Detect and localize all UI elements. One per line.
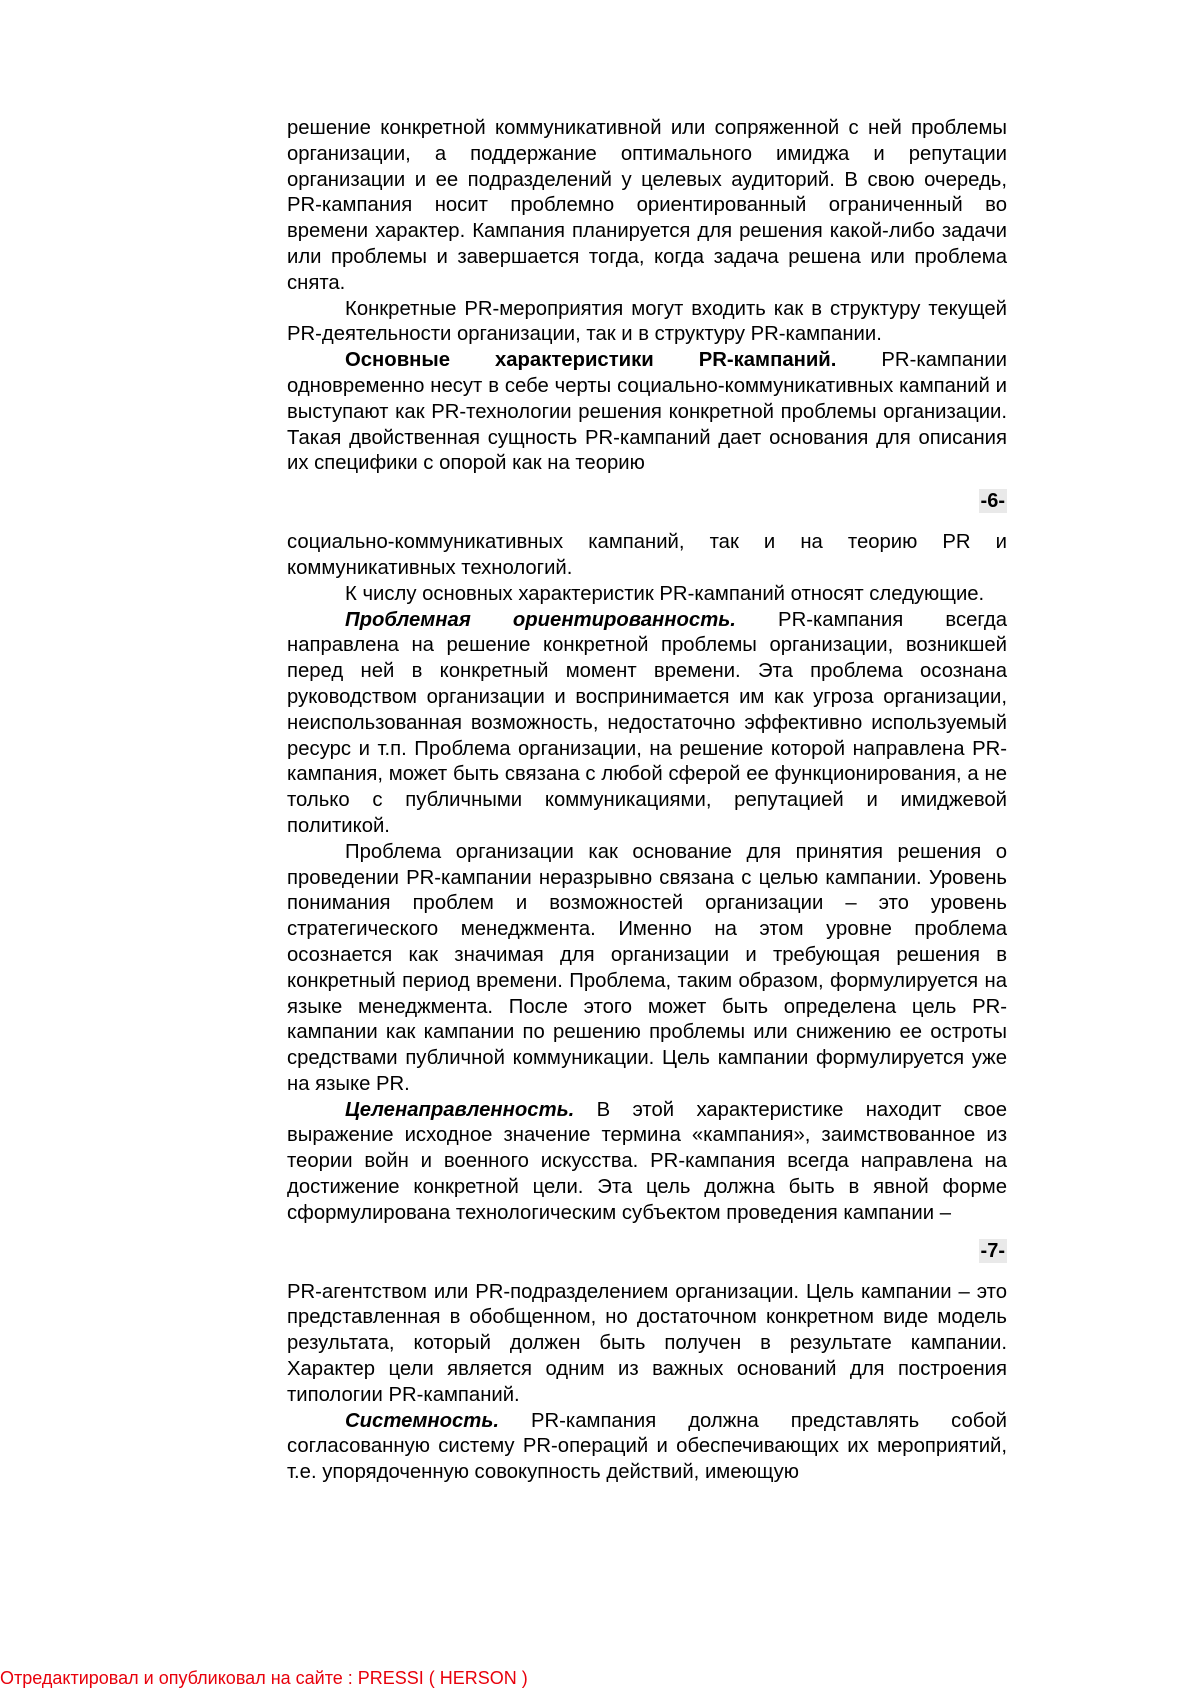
paragraph: Конкретные PR-мероприятия могут входить как в структуру текущей PR-деятельности организации, так и в структуру PR-кампании. bbox=[287, 297, 1007, 346]
paragraph bbox=[287, 348, 1007, 477]
paragraph: решение конкретной коммуникативной или сопряженной с ней проблемы организации, а поддержание оптимального имиджа и репутации организации и ее подразделений у целевых аудиторий. В свою очередь, PR-кампания носит проблемно ориентированный ограниченный во времени характер. Кампания планируется для решения какой-либо задачи или проблемы и завершается тогда, когда задача решена или проблема снята. bbox=[287, 117, 1007, 294]
paragraph: социально-коммуникативных кампаний, так и на теорию PR и коммуникативных технологий. bbox=[287, 531, 1007, 579]
paragraph: К числу основных характеристик PR-кампаний относят следующие. bbox=[345, 582, 985, 605]
paragraph bbox=[287, 608, 1007, 840]
paragraph bbox=[287, 1409, 1007, 1486]
paragraph-text: PR-кампания всегда направлена на решение конкретной проблемы организации, возникшей перед ней в конкретный момент времени. Эта проблема осознана руководством организации и воспринимается им как угроза организации, неиспользованная возможность, недостаточно эффективно используемый ресурс и т.п. Проблема организации, на решение которой направлена PR-кампания, может быть связана с любой сферой ее функционирования, а не только с публичными коммуникациями, репутацией и имиджевой политикой. bbox=[287, 608, 1007, 837]
paragraph-text: PR-кампании одновременно несут в себе черты социально-коммуникативных кампаний и выступают как PR-технологии решения конкретной проблемы организации. Такая двойственная сущность PR-кампаний дает основания для описания их специфики с опорой как на теорию bbox=[287, 349, 1007, 475]
document-page bbox=[287, 116, 1007, 1486]
page-number: -7- bbox=[980, 1239, 1005, 1262]
page-number-row bbox=[287, 1227, 1007, 1280]
paragraph: Проблема организации как основание для принятия решения о проведении PR-кампании неразрывно связана с целью кампании. Уровень понимания проблем и возможностей организации – это уровень стратегического менеджмента. Именно на этом уровне проблема осознается как значимая для организации и требующая решения в конкретный период времени. Проблема, таким образом, формулируется на языке менеджмента. После этого может быть определена цель PR-кампании как кампании по решению проблемы или снижению ее остроты средствами публичной коммуникации. Цель кампании формулируется уже на языке PR. bbox=[287, 840, 1007, 1095]
page-number: -6- bbox=[980, 490, 1005, 513]
paragraph-lead-bold-italic: Проблемная ориентированность. bbox=[345, 608, 736, 631]
paragraph-lead-bold-italic: Целенаправленность. bbox=[345, 1098, 575, 1121]
paragraph bbox=[287, 1098, 1007, 1227]
paragraph-text: PR-кампания должна представлять собой согласованную систему PR-операций и обеспечивающих их мероприятий, т.е. упорядоченную совокупность действий, имеющую bbox=[287, 1409, 1007, 1484]
paragraph-text: В этой характеристике находит свое выражение исходное значение термина «кампания», заимствованное из теории войн и военного искусства. PR-кампания всегда направлена на достижение конкретной цели. Эта цель должна быть в явной форме сформулирована технологическим субъектом проведения кампании – bbox=[287, 1098, 1007, 1224]
paragraph-lead-bold-italic: Системность. bbox=[345, 1409, 499, 1432]
paragraph-lead-bold: Основные характеристики PR-кампаний. bbox=[345, 349, 837, 372]
paragraph: PR-агентством или PR-подразделением организации. Цель кампании – это представленная в обобщенном, но достаточном конкретном виде модель результата, который должен быть получен в результате кампании. Характер цели является одним из важных оснований для построения типологии PR-кампаний. bbox=[287, 1280, 1007, 1406]
page-number-row bbox=[287, 477, 1007, 530]
footer-credit: Отредактировал и опубликовал на сайте : PRESSI ( HERSON ) bbox=[0, 1668, 528, 1688]
